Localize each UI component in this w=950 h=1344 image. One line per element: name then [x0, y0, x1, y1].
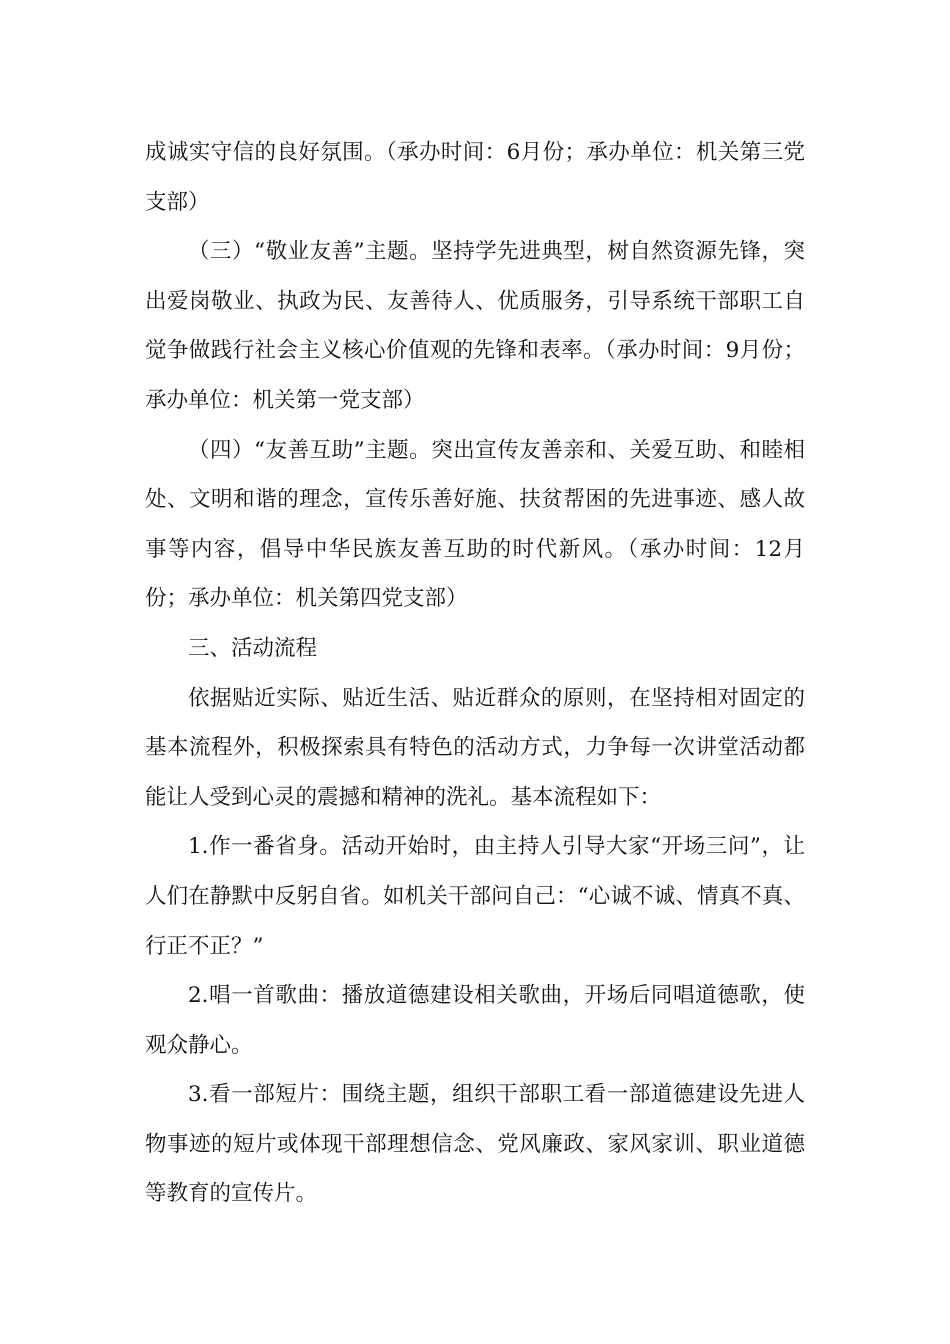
paragraph-step-two: 2.唱一首歌曲：播放道德建设相关歌曲，开场后同唱道德歌，使观众静心。: [145, 983, 805, 1058]
paragraph-step-three: 3.看一部短片：围绕主题，组织干部职工看一部道德建设先进人物事迹的短片或体现干部理想信念、党风廉政、家风家训、职业道德等教育的宣传片。: [145, 1082, 805, 1207]
paragraph-theme-four: （四）“友善互助”主题。突出宣传友善亲和、关爱互助、和睦相处、文明和谐的理念，宣传乐善好施、扶贫帮困的先进事迹、感人故事等内容，倡导中华民族友善互助的时代新风。（承办时间：12月份；承办单位：机关第四党支部）: [145, 437, 805, 612]
paragraph-step-one: 1.作一番省身。活动开始时，由主持人引导大家“开场三问”，让人们在静默中反躬自省。如机关干部问自己：“心诚不诚、情真不真、行正不正？”: [145, 834, 805, 959]
section-heading-activity-process: 三、活动流程: [188, 635, 318, 661]
paragraph-process-intro: 依据贴近实际、贴近生活、贴近群众的原则，在坚持相对固定的基本流程外，积极探索具有特色的活动方式，力争每一次讲堂活动都能让人受到心灵的震撼和精神的洗礼。基本流程如下：: [145, 685, 805, 810]
paragraph-theme-three: （三）“敬业友善”主题。坚持学先进典型，树自然资源先锋，突出爱岗敬业、执政为民、友善待人、优质服务，引导系统干部职工自觉争做践行社会主义核心价值观的先锋和表率。（承办时间：9月份；承办单位：机关第一党支部）: [145, 239, 805, 413]
document-body: [145, 128, 805, 1219]
paragraph-continuation: 成诚实守信的良好氛围。（承办时间：6月份；承办单位：机关第三党支部）: [145, 140, 805, 215]
